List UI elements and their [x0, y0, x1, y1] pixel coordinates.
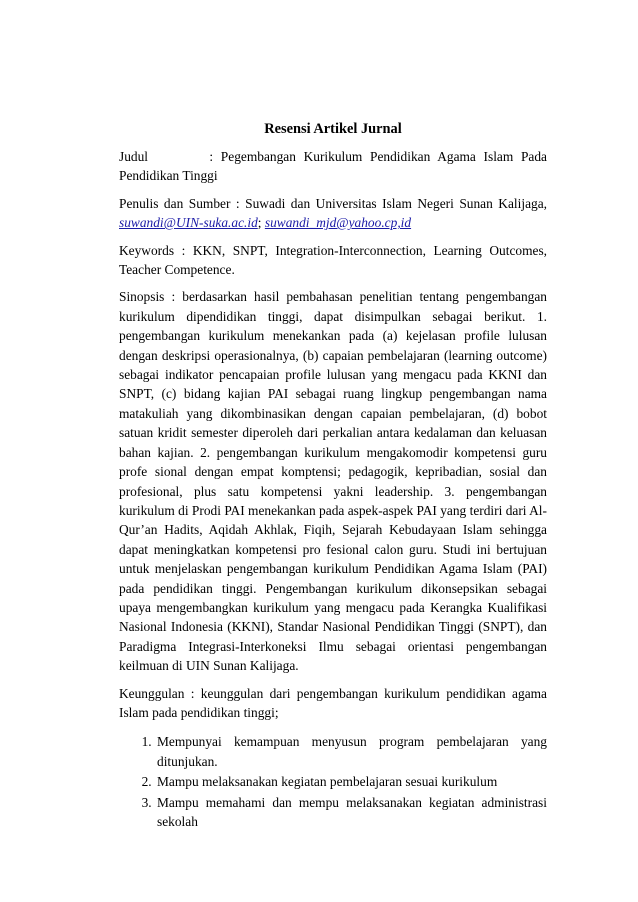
- email-separator: ;: [257, 215, 265, 231]
- penulis-paragraph: [119, 194, 547, 233]
- keywords-paragraph: Keywords : KKN, SNPT, Integration-Interconnection, Learning Outcomes, Teacher Competence.: [119, 242, 547, 278]
- judul-paragraph: [119, 147, 547, 186]
- list-item: 1. Mempunyai kemampuan menyusun program pembelajaran yang ditunjukan.: [155, 732, 547, 771]
- penulis-prefix: Penulis dan Sumber : Suwadi dan Universitas Islam Negeri Sunan Kalijaga,: [119, 195, 547, 211]
- email-link-1[interactable]: suwandi@UIN-suka.ac.id: [119, 215, 258, 231]
- keunggulan-list: [119, 732, 547, 831]
- document-content: [119, 119, 547, 832]
- keunggulan-paragraph: Keunggulan : keunggulan dari pengembangan kurikulum pendidikan agama Islam pada pendidikan tinggi;: [119, 685, 547, 720]
- judul-label: Judul: [119, 149, 149, 164]
- judul-text: : Pegembangan Kurikulum Pendidikan Agama Islam Pada Pendidikan Tinggi: [119, 149, 547, 184]
- email-link-2[interactable]: suwandi_mjd@yahoo.cp,id: [264, 215, 412, 231]
- list-item: 3. Mampu memahami dan mempu melaksanakan kegiatan administrasi sekolah: [155, 793, 547, 832]
- document-title: Resensi Artikel Jurnal: [264, 121, 402, 137]
- list-item: 2. Mampu melaksanakan kegiatan pembelajaran sesuai kurikulum: [155, 772, 547, 791]
- sinopsis-paragraph: Sinopsis : berdasarkan hasil pembahasan penelitian tentang pengembangan kurikulum dipendidikan tinggi, dapat disimpulkan sebagai berikut. 1. pengembangan kurikulum menekankan pada (a) kejelasan profile lulusan dengan deskripsi operasionalnya, (b) capaian pembelajaran (learning outcome) sebagai indikator pencapaian profile lulusan yang mengacu pada KKNI dan SNPT, (c) bidang kajian PAI sebagai ruang lingkup pengembangan nama matakuliah yang dikombinasikan dengan capaian pembelajaran, (d) bobot satuan kridit semester diperoleh dari perkalian antara kedalaman dan keluasan bahan kajian. 2. pengembangan kurikulum mengakomodir kompetensi guru profe sional dengan empat komptensi; pedagogik, kepribadian, sosial dan profesional, plus satu kompetensi yakni leadership. 3. pengembangan kurikulum di Prodi PAI menekankan pada aspek-aspek PAI yang terdiri dari Al-Qur’an Hadits, Aqidah Akhlak, Fiqih, Sejarah Kebudayaan Islam sehingga dapat meningkatkan kompetensi pro fesional calon guru. Studi ini bertujuan untuk menjelaskan pengembangan kurikulum Pendidikan Agama Islam (PAI) pada pendidikan tinggi. Pengembangan kurikulum dikonsepsikan sebagai upaya mengembangkan kurikulum yang mengacu pada Kerangka Kualifikasi Nasional Indonesia (KKNI), Standar Nasional Pendidikan Tinggi (SNPT), dan Paradigma Integrasi-Interkoneksi Ilmu sebagai orientasi pengembangan keilmuan di UIN Sunan Kalijaga.: [119, 289, 547, 674]
